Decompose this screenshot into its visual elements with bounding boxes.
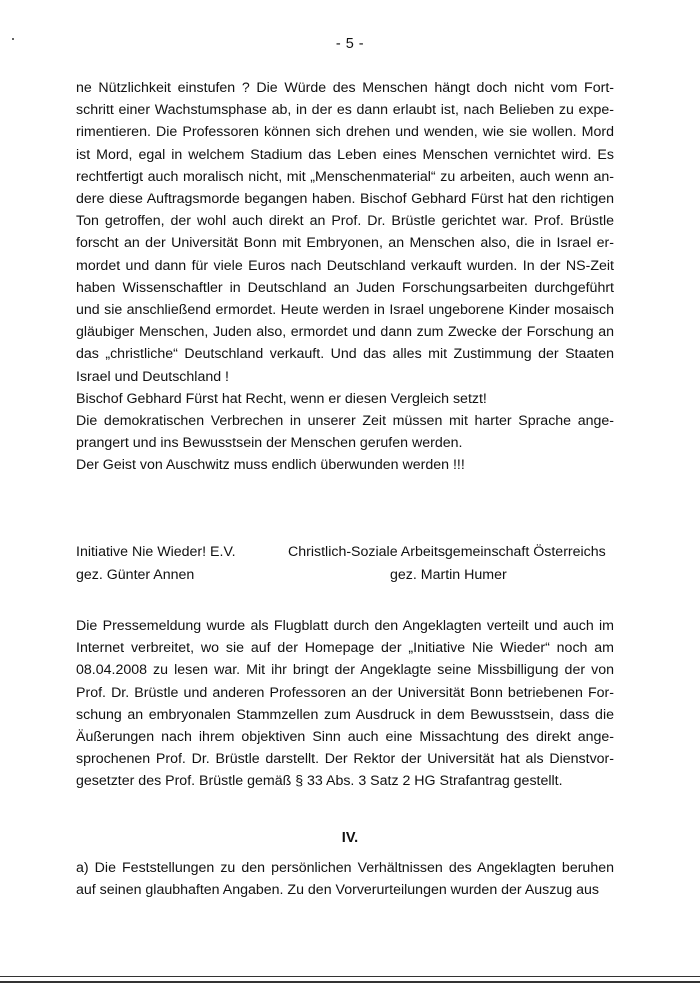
text-line: Der Geist von Auschwitz muss endlich überwunden werden !!! — [76, 457, 465, 474]
text-line: Israel und Deutschland ! — [76, 368, 230, 385]
right-signatory: gez. Martin Humer — [390, 567, 507, 583]
text-line: Bischof Gebhard Fürst hat Recht, wenn er diesen Vergleich setzt! — [76, 390, 487, 407]
paragraph-3 — [76, 857, 614, 901]
section-heading: IV. — [341, 830, 359, 846]
signature-names — [76, 564, 614, 586]
left-organization: Initiative Nie Wieder! E.V. — [76, 544, 236, 560]
text-line: prangert und ins Bewusstsein der Menschen gerufen werden. — [76, 435, 463, 452]
text-line: schritt einer Wachstumsphase ab, in der es dann erlaubt ist, nach Belieben zu expe- — [76, 102, 614, 119]
text-line: ist Mord, egal in welchem Stadium das Leben eines Menschen vernichtet wird. Es — [76, 146, 614, 163]
text-line: Ton getroffen, der wohl auch direkt an Prof. Dr. Brüstle gerichtet war. Prof. Brüstle — [76, 213, 614, 230]
text-line: auf seinen glaubhaften Angaben. Zu den Vorverurteilungen wurden der Auszug aus — [76, 882, 599, 899]
left-signatory: gez. Günter Annen — [76, 567, 195, 583]
text-line: a) Die Feststellungen zu den persönlichen Verhältnissen des Angeklagten beruhen — [76, 860, 614, 876]
text-line: Die Pressemeldung wurde als Flugblatt durch den Angeklagten verteilt und auch im — [76, 618, 614, 634]
text-line: Prof. Dr. Brüstle und anderen Professoren an der Universität Bonn betriebenen For- — [76, 684, 614, 701]
page-number: - 5 - — [335, 36, 365, 52]
signature-organizations — [76, 541, 614, 563]
paragraph-2 — [76, 615, 614, 793]
text-line: rechtfertigt auch moralisch nicht, mit „Menschenmaterial“ zu arbeiten, auch wenn an- — [76, 168, 614, 185]
text-line: Die demokratischen Verbrechen in unserer Zeit müssen mit harter Sprache ange- — [76, 413, 614, 430]
text-line: gläubiger Menschen, Juden also, ermordet und dann zum Zwecke der Forschung an — [76, 324, 614, 341]
text-line: dere diese Auftragsmorde begangen haben. Bischof Gebhard Fürst hat den richtigen — [76, 191, 614, 208]
text-line: haben Wissenschaftler in Deutschland an Juden Forschungsarbeiten durchgeführt — [76, 279, 614, 296]
text-line: Äußerungen nach ihrem objektiven Sinn auch eine Missachtung des direkt ange- — [76, 729, 614, 746]
scan-edge-line — [0, 976, 700, 977]
paragraph-1 — [76, 77, 614, 477]
scan-edge-line — [0, 981, 700, 983]
text-line: 08.04.2008 zu lesen war. Mit ihr bringt der Angeklagte seine Missbilligung der von — [76, 662, 614, 679]
text-line: schung an embryonalen Stammzellen zum Ausdruck in dem Bewusstsein, dass die — [76, 706, 614, 723]
text-line: Internet verbreitet, wo sie auf der Homepage der „Initiative Nie Wieder“ noch am — [76, 640, 614, 657]
text-line: mordet und dann für viele Euros nach Deutschland verkauft wurden. In der NS-Zeit — [76, 257, 614, 274]
text-line: ne Nützlichkeit einstufen ? Die Würde des Menschen hängt doch nicht vom Fort- — [76, 80, 614, 96]
text-line: forscht an der Universität Bonn mit Embryonen, an Menschen also, die in Israel er- — [76, 235, 614, 252]
text-line: gesetzter des Prof. Brüstle gemäß § 33 Abs. 3 Satz 2 HG Strafantrag gestellt. — [76, 773, 563, 790]
text-line: und sie anschließend ermordet. Heute werden in Israel ungeborene Kinder mosaisch — [76, 302, 614, 319]
text-line: rimentieren. Die Professoren können sich drehen und wenden, wie sie wollen. Mord — [76, 124, 614, 141]
right-organization: Christlich-Soziale Arbeitsgemeinschaft Österreichs — [288, 544, 606, 560]
text-line: das „christliche“ Deutschland verkauft. Und das alles mit Zustimmung der Staaten — [76, 346, 614, 363]
text-line: sprochenen Prof. Dr. Brüstle darstellt. Der Rektor der Universität hat als Dienstvor- — [76, 751, 614, 768]
